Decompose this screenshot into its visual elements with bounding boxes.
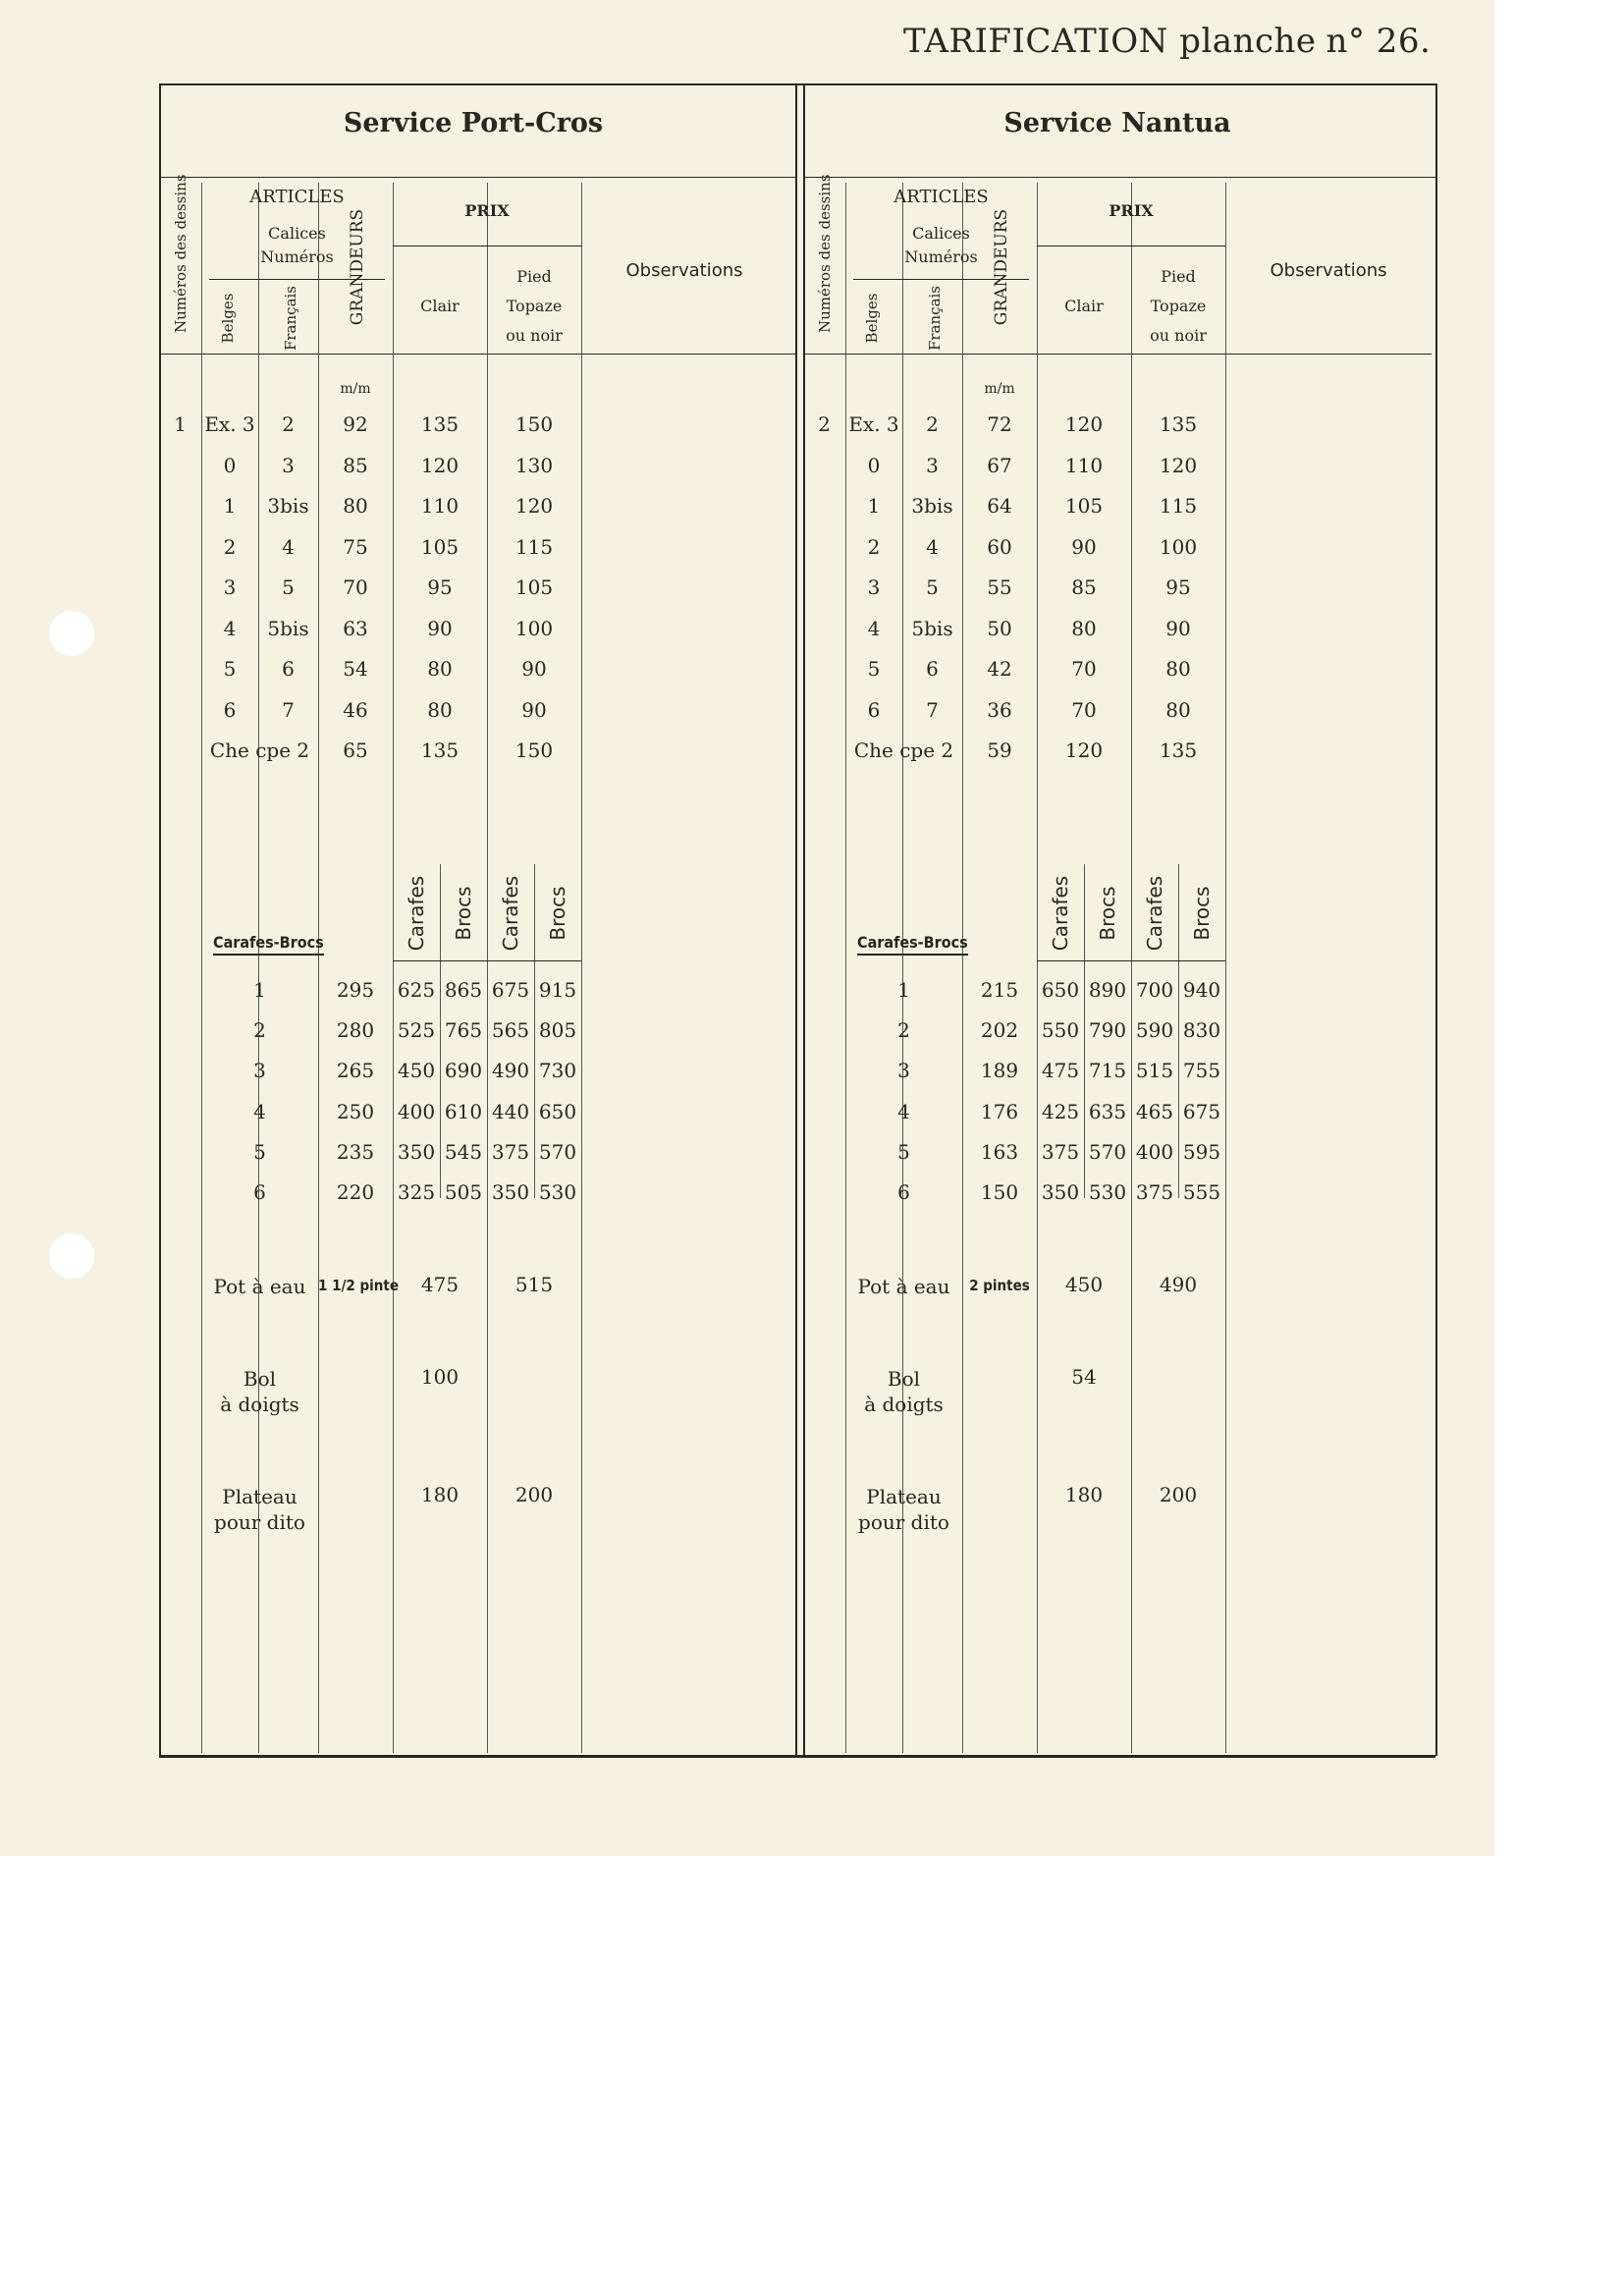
cell-clair-broc: 715 [1088,1059,1127,1083]
cell-clair: 90 [427,616,453,640]
cell-carafe-number: 4 [897,1099,910,1123]
cell-grandeur: 46 [343,697,368,722]
cell-grandeur: 60 [987,534,1012,559]
cell-francais: 4 [926,534,939,559]
cell-grandeur: 295 [336,978,375,1002]
cell-carafe-number: 2 [897,1018,910,1043]
cell-belge: 0 [223,453,237,477]
punch-hole [49,611,94,656]
cell-pied: 115 [1159,494,1198,518]
cell-grandeur: 64 [987,494,1012,518]
cell-clair-carafe: 425 [1041,1099,1080,1123]
service-title: Service Port-Cros [343,108,604,138]
cell-clair-carafe: 475 [1041,1059,1080,1083]
frame-border [1435,83,1437,1756]
cell-belge: 5 [867,657,881,681]
cell-grandeur: 202 [980,1018,1019,1043]
cell-pied: 80 [1165,657,1191,681]
cell-grandeur: 163 [980,1139,1019,1164]
header-belges: Belges [863,293,881,344]
cell-bol-label: à doigts [220,1393,299,1416]
cell-pied-carafe: 465 [1135,1099,1174,1123]
cell-belge: 3 [867,575,881,599]
cell-grandeur: 75 [343,534,368,559]
cell-grandeur: 72 [987,412,1012,436]
header-observations: Observations [625,260,743,281]
header-carafes: Carafes [1049,875,1072,952]
cell-pot-label: Pot à eau [213,1275,306,1298]
cell-pied-carafe: 565 [491,1018,530,1043]
cell-clair-carafe: 350 [1041,1180,1080,1204]
cell-francais: 5bis [911,616,953,640]
cell-grandeur: 150 [980,1180,1019,1204]
unit-label: m/m [984,381,1015,397]
header-articles: ARTICLES [893,187,989,207]
title-rule [159,177,795,178]
cell-pied-broc: 675 [1182,1099,1221,1123]
cell-pied: 100 [514,616,554,640]
header-grandeurs: GRANDEURS [992,208,1011,326]
cell-grandeur: 85 [343,453,368,477]
cell-clair-broc: 865 [444,978,483,1002]
header-grandeurs: GRANDEURS [348,208,367,326]
cell-carafe-number: 1 [253,978,266,1002]
cell-bol-label: Bol [243,1367,277,1391]
header-numeros: Numéros [260,247,334,266]
cell-pied-broc: 915 [538,978,577,1002]
cell-clair: 85 [1071,575,1097,599]
cell-carafe-number: 5 [253,1139,266,1164]
cell-grandeur: 265 [336,1059,375,1083]
cell-clair-carafe: 400 [397,1099,436,1123]
cell-clair: 80 [427,657,453,681]
cell-pied: 490 [1159,1273,1198,1296]
cell-francais: 3 [282,453,295,477]
cell-plateau-label: pour dito [214,1510,305,1534]
cell-pied-broc: 805 [538,1018,577,1043]
cell-plateau-label: Plateau [866,1485,942,1508]
cell-clair: 105 [1064,494,1104,518]
cell-pied: 135 [1159,412,1198,436]
unit-label: m/m [340,381,371,397]
cell-francais: 6 [926,657,939,681]
header-prix: PRIX [1109,201,1154,220]
header-francais: Français [926,285,944,352]
header-topaze: Topaze [506,297,563,315]
cell-pied-broc: 530 [538,1180,577,1204]
cell-grandeur: 36 [987,697,1012,722]
cell-champagne: Che cpe 2 [209,738,310,762]
cell-francais: 2 [282,412,295,436]
frame-border [803,83,805,1756]
cell-pied: 120 [514,494,554,518]
cell-belge: 6 [223,697,237,722]
column-rule [1131,183,1132,1753]
cell-francais: 2 [926,412,939,436]
header-topaze: Topaze [1150,297,1207,315]
title-rule [803,177,1435,178]
header-ou-noir: ou noir [1150,326,1207,345]
cell-clair-carafe: 375 [1041,1139,1080,1164]
cell-carafe-number: 4 [253,1099,266,1123]
column-rule [581,183,582,1753]
cell-clair: 110 [420,494,460,518]
cell-belge: 2 [223,534,237,559]
cell-pot-grandeur: 1 1/2 pinte [318,1277,399,1294]
cell-carafe-number: 6 [897,1180,910,1204]
cell-pied-carafe: 400 [1135,1139,1174,1164]
cell-pied: 90 [1165,616,1191,640]
header-numeros: Numéros [904,247,978,266]
cell-pied-broc: 755 [1182,1059,1221,1083]
cell-pied: 515 [514,1273,554,1296]
cell-grandeur: 280 [336,1018,375,1043]
carafes-header-rule [393,960,581,961]
frame-border [795,83,797,1756]
cell-carafe-number: 3 [897,1059,910,1083]
cell-pied-broc: 830 [1182,1018,1221,1043]
cell-carafe-number: 1 [897,978,910,1002]
cell-pied-carafe: 375 [1135,1180,1174,1204]
cell-clair-broc: 765 [444,1018,483,1043]
cell-clair-broc: 545 [444,1139,483,1164]
carafes-brocs-label: Carafes-Brocs [213,933,324,956]
header-brocs: Brocs [1096,886,1119,941]
cell-pied-carafe: 350 [491,1180,530,1204]
cell-clair-carafe: 550 [1041,1018,1080,1043]
cell-clair-carafe: 625 [397,978,436,1002]
cell-carafe-number: 6 [253,1180,266,1204]
cell-pied: 95 [1165,575,1191,599]
cell-grandeur: 54 [343,657,368,681]
page-title: TARIFICATION planche n° 26. [903,22,1432,61]
cell-pied: 115 [514,534,554,559]
cell-grandeur: 235 [336,1139,375,1164]
cell-clair: 475 [420,1273,460,1296]
cell-grandeur: 80 [343,494,368,518]
cell-carafe-number: 5 [897,1139,910,1164]
column-rule [393,183,394,1753]
cell-pied: 100 [1159,534,1198,559]
cell-pied: 90 [521,657,547,681]
cell-pot-grandeur: 2 pintes [969,1277,1030,1294]
cell-champagne: Che cpe 2 [853,738,954,762]
frame-border [159,83,161,1756]
cell-clair: 180 [420,1483,460,1506]
header-carafes: Carafes [499,875,522,952]
cell-bol-label: à doigts [864,1393,944,1416]
cell-clair: 180 [1064,1483,1104,1506]
header-brocs: Brocs [452,886,475,941]
cell-belge: 1 [867,494,881,518]
cell-grandeur: 250 [336,1099,375,1123]
cell-grandeur: 215 [980,978,1019,1002]
header-carafes: Carafes [405,875,428,952]
cell-clair: 70 [1071,657,1097,681]
cell-grandeur: 59 [987,738,1012,762]
cell-francais: 5 [926,575,939,599]
cell-grandeur: 220 [336,1180,375,1204]
header-calices: Calices [912,224,970,243]
cell-pied: 120 [1159,453,1198,477]
header-ou-noir: ou noir [506,326,563,345]
cell-clair: 70 [1071,697,1097,722]
cell-grandeur: 189 [980,1059,1019,1083]
cell-belge: 6 [867,697,881,722]
cell-clair-broc: 635 [1088,1099,1127,1123]
cell-pied-carafe: 515 [1135,1059,1174,1083]
cell-clair-broc: 505 [444,1180,483,1204]
cell-clair-broc: 570 [1088,1139,1127,1164]
cell-francais: 3 [926,453,939,477]
cell-francais: 4 [282,534,295,559]
cell-francais: 5 [282,575,295,599]
cell-clair: 450 [1064,1273,1104,1296]
header-rule [159,354,795,355]
cell-clair: 120 [420,453,460,477]
cell-pied-carafe: 590 [1135,1018,1174,1043]
cell-belge: 1 [223,494,237,518]
cell-clair-carafe: 450 [397,1059,436,1083]
header-pied: Pied [516,267,552,286]
cell-clair: 80 [1071,616,1097,640]
cell-pied-broc: 595 [1182,1139,1221,1164]
cell-bol-label: Bol [887,1367,921,1391]
cell-clair-broc: 890 [1088,978,1127,1002]
cell-belge: Ex. 3 [848,412,899,436]
header-rule [803,354,1432,355]
header-pied: Pied [1161,267,1196,286]
cell-grandeur: 65 [343,738,368,762]
cell-clair-carafe: 525 [397,1018,436,1043]
header-prix: PRIX [464,201,510,220]
cell-pied-carafe: 490 [491,1059,530,1083]
cell-belge: 2 [867,534,881,559]
header-brocs: Brocs [546,886,569,941]
cell-clair: 120 [1064,738,1104,762]
cell-belge: 3 [223,575,237,599]
cell-grandeur: 50 [987,616,1012,640]
cell-clair: 100 [420,1365,460,1389]
cell-clair: 120 [1064,412,1104,436]
cell-clair: 105 [420,534,460,559]
cell-pied-broc: 730 [538,1059,577,1083]
cell-plateau-label: Plateau [222,1485,298,1508]
header-brocs: Brocs [1190,886,1214,941]
column-rule [1225,183,1226,1753]
cell-francais: 3bis [911,494,953,518]
header-francais: Français [282,285,299,352]
cell-clair-broc: 610 [444,1099,483,1123]
cell-francais: 5bis [267,616,309,640]
cell-clair-broc: 690 [444,1059,483,1083]
dessin-number: 1 [174,412,187,436]
cell-pied: 80 [1165,697,1191,722]
cell-pied: 90 [521,697,547,722]
cell-francais: 6 [282,657,295,681]
carafes-header-rule [1037,960,1225,961]
cell-pied-broc: 940 [1182,978,1221,1002]
cell-belge: 4 [223,616,237,640]
cell-pied-carafe: 375 [491,1139,530,1164]
cell-clair: 80 [427,697,453,722]
cell-clair-broc: 530 [1088,1180,1127,1204]
cell-carafe-number: 2 [253,1018,266,1043]
cell-clair: 95 [427,575,453,599]
cell-belge: 4 [867,616,881,640]
cell-pied-carafe: 675 [491,978,530,1002]
column-rule [487,183,488,1753]
cell-pot-label: Pot à eau [857,1275,950,1298]
cell-belge: 0 [867,453,881,477]
cell-pied: 105 [514,575,554,599]
cell-pied: 150 [514,738,554,762]
cell-francais: 7 [282,697,295,722]
header-numeros-dessins: Numéros des dessins [816,174,834,333]
cell-francais: 7 [926,697,939,722]
cell-pied-broc: 650 [538,1099,577,1123]
cell-grandeur: 67 [987,453,1012,477]
dessin-number: 2 [818,412,831,436]
cell-clair-carafe: 350 [397,1139,436,1164]
cell-clair: 135 [420,738,460,762]
cell-pied: 200 [514,1483,554,1506]
header-numeros-dessins: Numéros des dessins [172,174,189,333]
cell-pied: 130 [514,453,554,477]
punch-hole [49,1233,94,1279]
cell-plateau-label: pour dito [858,1510,949,1534]
cell-grandeur: 176 [980,1099,1019,1123]
cell-pied-carafe: 700 [1135,978,1174,1002]
carafes-brocs-label: Carafes-Brocs [857,933,968,956]
header-carafes: Carafes [1143,875,1166,952]
cell-belge: Ex. 3 [204,412,255,436]
header-clair: Clair [1064,297,1104,315]
cell-pied: 135 [1159,738,1198,762]
header-observations: Observations [1270,260,1387,281]
header-calices: Calices [268,224,326,243]
cell-pied: 150 [514,412,554,436]
cell-clair: 110 [1064,453,1104,477]
header-belges: Belges [219,293,237,344]
cell-clair-carafe: 325 [397,1180,436,1204]
cell-carafe-number: 3 [253,1059,266,1083]
service-title: Service Nantua [1003,108,1231,138]
cell-pied-carafe: 440 [491,1099,530,1123]
cell-clair: 90 [1071,534,1097,559]
cell-clair: 135 [420,412,460,436]
column-rule [1037,183,1038,1753]
cell-clair-broc: 790 [1088,1018,1127,1043]
cell-grandeur: 55 [987,575,1012,599]
cell-grandeur: 63 [343,616,368,640]
header-articles: ARTICLES [249,187,345,207]
header-clair: Clair [420,297,460,315]
cell-pied-broc: 555 [1182,1180,1221,1204]
cell-francais: 3bis [267,494,309,518]
cell-grandeur: 92 [343,412,368,436]
cell-clair-carafe: 650 [1041,978,1080,1002]
cell-grandeur: 42 [987,657,1012,681]
cell-belge: 5 [223,657,237,681]
cell-pied: 200 [1159,1483,1198,1506]
cell-clair: 54 [1071,1365,1097,1389]
cell-grandeur: 70 [343,575,368,599]
cell-pied-broc: 570 [538,1139,577,1164]
